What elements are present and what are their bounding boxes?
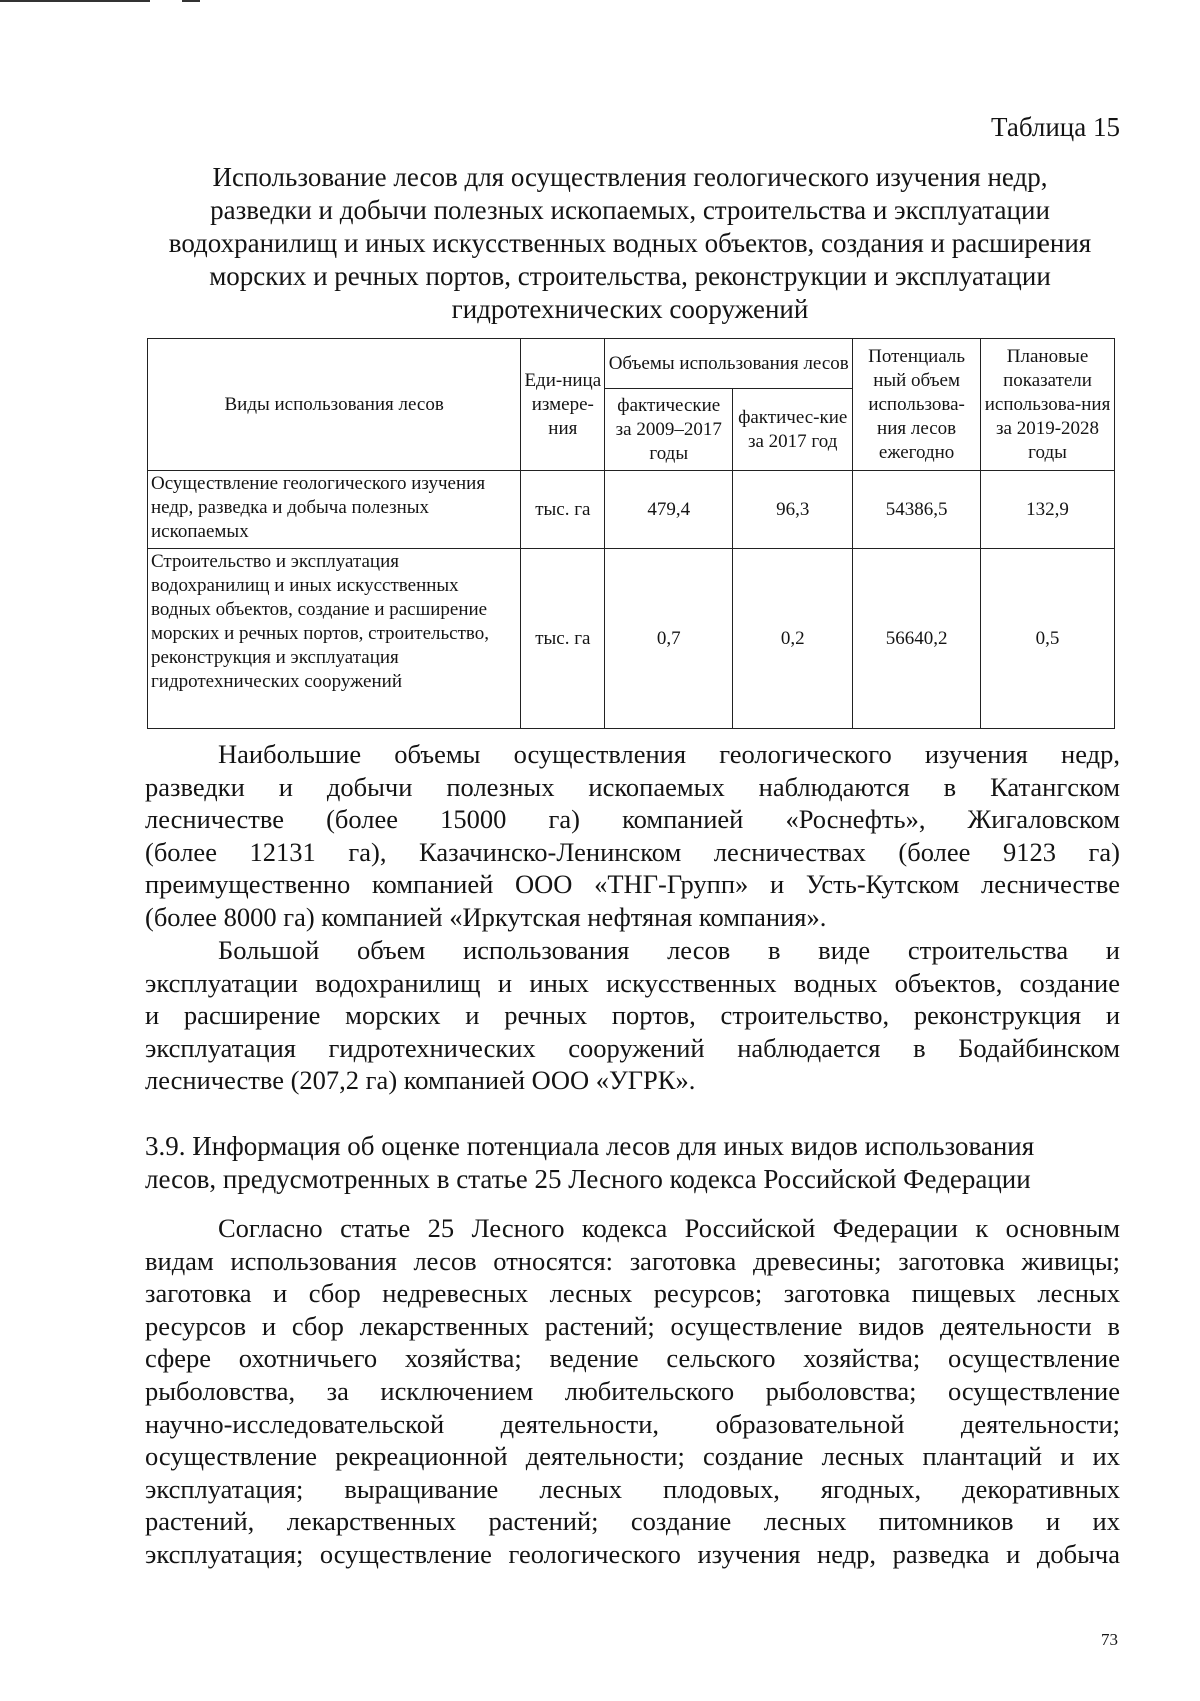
paragraph-line: Большой объем использования лесов в виде строительства и [218, 935, 1120, 965]
table-header-row [148, 339, 1115, 389]
paragraph-line: преимущественно компанией ООО «ТНГ-Групп» и Усть-Кутском лесничестве [145, 869, 1120, 900]
table-title-line: водохранилищ и иных искусственных водных объектов, создания и расширения [168, 228, 1092, 258]
cell-plan: 0,5 [981, 549, 1115, 729]
cell-fact-period: 0,7 [605, 549, 733, 729]
table-row [148, 471, 1115, 549]
paragraph-article-25 [145, 1212, 1120, 1571]
paragraph-line: сфере охотничьего хозяйства; ведение сельского хозяйства; осуществление [145, 1343, 1120, 1374]
paragraph-line: (более 8000 га) компанией «Иркутская нефтяная компания». [145, 901, 827, 932]
paragraph-line: эксплуатация гидротехнических сооружений наблюдается в Бодайбинском [145, 1032, 1120, 1063]
cell-fact-year: 0,2 [733, 549, 853, 729]
paragraph-line: и расширение морских и речных портов, строительство, реконструкция и [145, 1000, 1120, 1031]
header-unit: Еди-ница измере-ния [521, 339, 605, 471]
paragraph-line: лесничестве (207,2 га) компанией ООО «УГРК». [145, 1065, 696, 1096]
forest-use-table [147, 338, 1115, 729]
paragraph-line: осуществление рекреационной деятельности; создание лесных плантаций и их [145, 1441, 1120, 1472]
paragraph-line: заготовка и сбор недревесных лесных ресурсов; заготовка пищевых лесных [145, 1278, 1120, 1309]
paragraph-line: эксплуатация; выращивание лесных плодовых, ягодных, декоративных [145, 1473, 1120, 1504]
header-fact-year: фактичес-кие за 2017 год [733, 389, 853, 471]
header-potential: Потенциаль ный объем использова-ния лесов ежегодно [853, 339, 981, 471]
table-title-line: гидротехнических сооружений [451, 294, 809, 324]
section-heading [145, 1130, 1125, 1196]
cell-potential: 56640,2 [853, 549, 981, 729]
paragraph-geological [145, 738, 1120, 934]
table-label: Таблица 15 [991, 112, 1120, 142]
table-title-line: морских и речных портов, строительства, реконструкции и эксплуатации [209, 261, 1051, 291]
paragraph-line: эксплуатация; осуществление геологического изучения недр, разведка и добыча [145, 1538, 1120, 1569]
header-kind: Виды использования лесов [148, 339, 521, 471]
paragraph-line: растений, лекарственных растений; создание лесных питомников и их [145, 1506, 1120, 1537]
header-fact-period: фактические за 2009–2017 годы [605, 389, 733, 471]
table-title [140, 161, 1120, 326]
cell-kind: Строительство и эксплуатация водохранилищ и иных искусственных водных объектов, создание и расширение морских и речных портов, строительство, реконструкция и эксплуатация гидротехнических сооружений [148, 549, 521, 729]
cell-unit: тыс. га [521, 471, 605, 549]
section-heading-line: 3.9. Информация об оценке потенциала лесов для иных видов использования [145, 1131, 1035, 1161]
section-heading-line: лесов, предусмотренных в статье 25 Лесного кодекса Российской Федерации [145, 1164, 1031, 1194]
paragraph-line: (более 12131 га), Казачинско-Ленинском лесничествах (более 9123 га) [145, 836, 1120, 867]
cell-unit: тыс. га [521, 549, 605, 729]
paragraph-line: Наибольшие объемы осуществления геологического изучения недр, [218, 739, 1120, 769]
table-row [148, 549, 1115, 729]
scan-artifact-top-right [182, 0, 200, 2]
cell-fact-period: 479,4 [605, 471, 733, 549]
paragraph-construction [145, 934, 1120, 1097]
header-plan: Плановые показатели использова-ния за 2019-2028 годы [981, 339, 1115, 471]
paragraph-line: эксплуатации водохранилищ и иных искусственных водных объектов, создание [145, 967, 1120, 998]
page-number: 73 [1101, 1630, 1118, 1649]
cell-kind: Осуществление геологического изучения недр, разведка и добыча полезных ископаемых [148, 471, 521, 549]
paragraph-line: научно-исследовательской деятельности, образовательной деятельности; [145, 1408, 1120, 1439]
paragraph-line: рыболовства, за исключением любительского рыболовства; осуществление [145, 1375, 1120, 1406]
cell-potential: 54386,5 [853, 471, 981, 549]
cell-fact-year: 96,3 [733, 471, 853, 549]
paragraph-line: ресурсов и сбор лекарственных растений; осуществление видов деятельности в [145, 1310, 1120, 1341]
paragraph-line: Согласно статье 25 Лесного кодекса Российской Федерации к основным [218, 1213, 1120, 1243]
scan-artifact-top [0, 0, 150, 2]
table-title-line: Использование лесов для осуществления геологического изучения недр, [212, 162, 1048, 192]
table-title-line: разведки и добычи полезных ископаемых, строительства и эксплуатации [210, 195, 1050, 225]
header-volumes-group: Объемы использования лесов [605, 339, 853, 389]
paragraph-line: видам использования лесов относятся: заготовка древесины; заготовка живицы; [145, 1245, 1120, 1276]
paragraph-line: лесничестве (более 15000 га) компанией «Роснефть», Жигаловском [145, 804, 1120, 835]
paragraph-line: разведки и добычи полезных ископаемых наблюдаются в Катангском [145, 771, 1120, 802]
cell-plan: 132,9 [981, 471, 1115, 549]
